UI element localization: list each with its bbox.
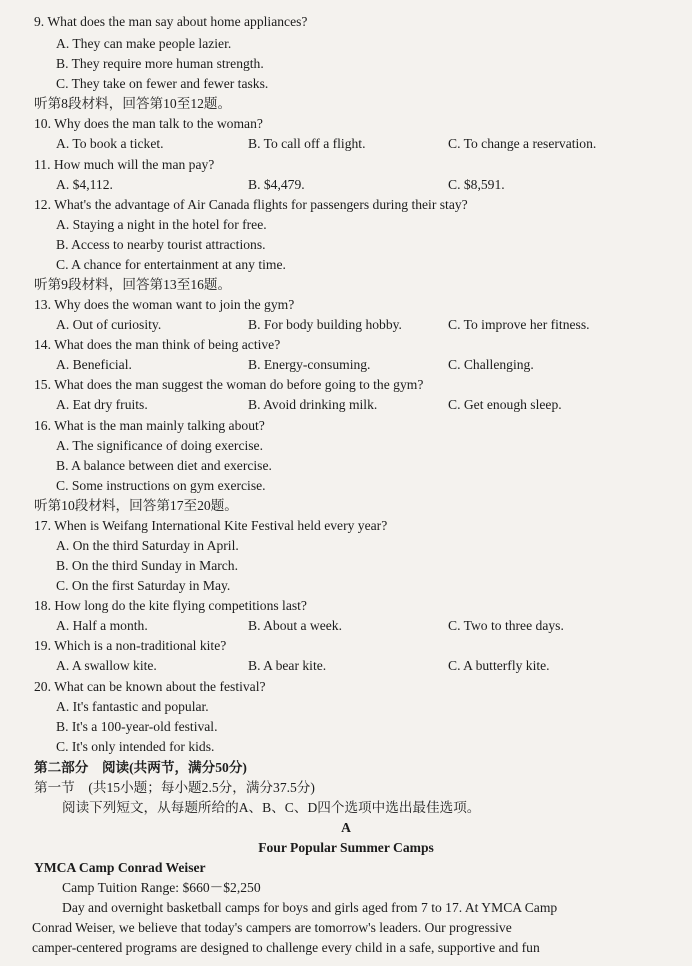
option-a: A. To book a ticket. [56, 136, 164, 151]
option-a: A. Staying a night in the hotel for free. [56, 217, 267, 232]
question-stem: 15. What does the man suggest the woman do before going to the gym? [34, 377, 424, 392]
question-stem: 12. What's the advantage of Air Canada flights for passengers during their stay? [34, 197, 468, 212]
option-b: B. $4,479. [248, 177, 305, 192]
option-b: B. About a week. [248, 618, 343, 633]
question-stem: 19. Which is a non-traditional kite? [34, 638, 227, 653]
option-c: C. They take on fewer and fewer tasks. [56, 76, 269, 91]
option-a: A. On the third Saturday in April. [56, 538, 239, 553]
option-b: B. On the third Sunday in March. [56, 558, 238, 573]
option-b: B. Energy-consuming. [248, 357, 371, 372]
question-stem: 16. What is the man mainly talking about? [34, 418, 265, 433]
option-a: A. It's fantastic and popular. [56, 699, 209, 714]
question-stem: 11. How much will the man pay? [34, 157, 215, 172]
option-a: A. Beneficial. [56, 357, 132, 372]
question-stem: 10. Why does the man talk to the woman? [34, 116, 263, 131]
option-a: A. Eat dry fruits. [56, 397, 148, 412]
question-stem: 18. How long do the kite flying competitions last? [34, 598, 307, 613]
option-a: A. $4,112. [56, 177, 113, 192]
option-a: A. Out of curiosity. [56, 317, 162, 332]
option-a: A. A swallow kite. [56, 658, 157, 673]
option-b: B. Avoid drinking milk. [248, 397, 378, 412]
option-c: C. Get enough sleep. [448, 397, 562, 412]
option-c: C. On the first Saturday in May. [56, 578, 231, 593]
question-stem: 13. Why does the woman want to join the gym? [34, 297, 295, 312]
passage-letter: A [341, 820, 351, 835]
option-a: A. The significance of doing exercise. [56, 438, 263, 453]
question-stem: 14. What does the man think of being active? [34, 337, 281, 352]
option-c: C. Some instructions on gym exercise. [56, 478, 266, 493]
option-b: B. It's a 100-year-old festival. [56, 719, 218, 734]
option-b: B. A bear kite. [248, 658, 327, 673]
question-stem: 20. What can be known about the festival? [34, 679, 266, 694]
option-b: B. A balance between diet and exercise. [56, 458, 272, 473]
option-c: C. To improve her fitness. [448, 317, 590, 332]
option-c: C. A chance for entertainment at any time. [56, 257, 286, 272]
option-c: C. A butterfly kite. [448, 658, 550, 673]
option-b: B. Access to nearby tourist attractions. [56, 237, 266, 252]
option-b: B. For body building hobby. [248, 317, 402, 332]
question-stem: 9. What does the man say about home appliances? [34, 14, 308, 29]
option-b: B. They require more human strength. [56, 56, 264, 71]
option-a: A. They can make people lazier. [56, 36, 232, 51]
passage-title: Four Popular Summer Camps [258, 840, 434, 855]
option-c: C. It's only intended for kids. [56, 739, 215, 754]
question-stem: 17. When is Weifang International Kite Festival held every year? [34, 518, 388, 533]
option-b: B. To call off a flight. [248, 136, 366, 151]
option-c: C. $8,591. [448, 177, 505, 192]
option-c: C. To change a reservation. [448, 136, 597, 151]
option-c: C. Two to three days. [448, 618, 564, 633]
exam-page: 9. What does the man say about home appliances? A. They can make people lazier. B. They require more human strength. C. They take on fewer and fewer tasks. 听第8段材料，回答第10至12题。 10. Why does the man talk to the woman? A. To book a ticket. B. To call off a flight. C. To change a reservation. 11. How much will the man pay? A. $4,112. B. $4,479. C. $8,591. 12. What's the advantage of Air Canada flights for passengers during their stay? A. Staying a night in the hotel for free. B. Access to nearby tourist attractions. C. A chance for entertainment at any time. 听第9段材料，回答第13至16题。 13. Why does the woman want to join the gym? A. Out of curiosity. B. For body building hobby. C. To improve her fitness. 14. What does the man think of being active? A. Beneficial. B. Energy-consuming. C. Challenging. 15. What does the man suggest the woman do before going to the gym? A. Eat dry fruits. B. Avoid drinking milk. C. Get enough sleep. 16. What is the man mainly talking about? A. The significance of doing exercise. B. A balance between diet and exercise. C. Some instructions on gym exercise. 听第10段材料，回答第17至20题。 17. When is Weifang International Kite Festival held every year? A. On the third Saturday in April. B. On the third Sunday in March. C. On the first Saturday in May. 18. How long do the kite flying competitions last? A. Half a month. B. About a week. C. Two to three days. 19. Which is a non-traditional kite? A. A swallow kite. B. A bear kite. C. A butterfly kite. 20. What can be known about the festival? A. It's fantastic and popular. B. It's a 100-year-old festival. C. It's only intended for kids. 第二部分 阅读(共两节，满分50分) 第一节 (共15小题；每小题2.5分，满分37.5分) 阅读下列短文，从每题所给的A、B、C、D四个选项中选出最佳选项。 A Four Popular Summer Camps YMCA Camp Conrad Weiser Camp Tuition Range: $660－$2,250 Day and overnight basketball camps for boys and girls aged from 7 to 17. At YMCA Camp Conrad Weiser, we believe that today's campers are tomorrow's leaders. Our progressive camper-centered programs are designed to challenge every child in a safe, supportive and fun [0, 0, 692, 966]
option-c: C. Challenging. [448, 357, 534, 372]
option-a: A. Half a month. [56, 618, 148, 633]
